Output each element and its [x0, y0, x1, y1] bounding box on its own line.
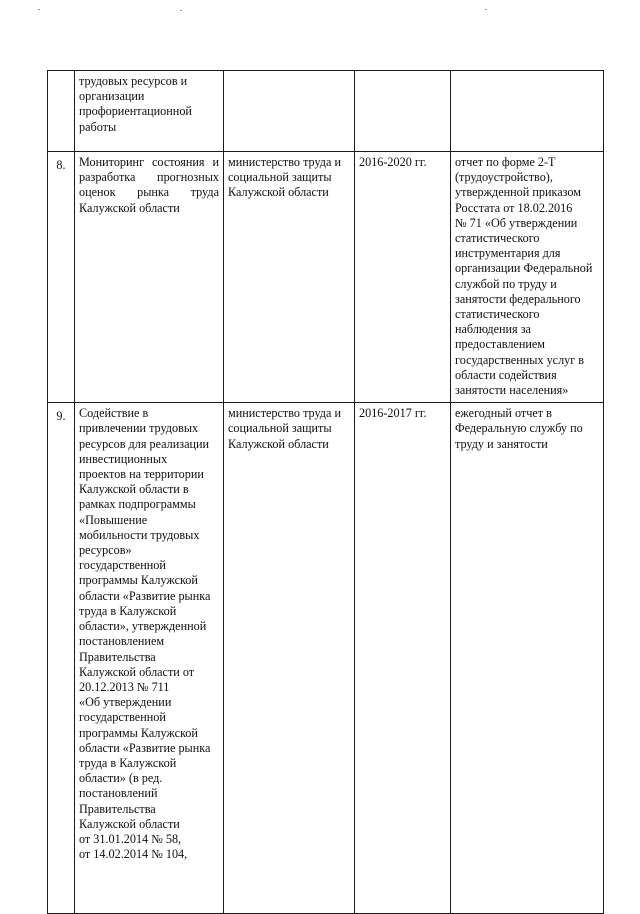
period-cell: 2016-2020 гг. [355, 152, 451, 403]
period-cell [355, 71, 451, 152]
table-row [48, 71, 604, 152]
scan-speck [38, 9, 40, 10]
report-cell [451, 71, 604, 152]
table-row [48, 403, 604, 914]
row-number: 8. [48, 152, 75, 403]
executor-cell [224, 71, 355, 152]
event-cell: трудовых ресурсов и организации профориентационной работы [75, 71, 224, 152]
period-cell: 2016-2017 гг. [355, 403, 451, 914]
row-number: 9. [48, 403, 75, 914]
activities-table [47, 70, 604, 914]
report-cell: ежегодный отчет в Федеральную службу по труду и занятости [451, 403, 604, 914]
executor-cell: министерство труда и социальной защиты Калужской области [224, 403, 355, 914]
scan-speck [180, 10, 182, 11]
report-cell: отчет по форме 2-Т (трудоустройство), утвержденной приказом Росстата от 18.02.2016 № 71 «Об утверждении статистического инструментария для организации Федеральной службой по труду и занятости федерального статистического наблюдения за предоставлением государственных услуг в области содействия занятости населения» [451, 152, 604, 403]
event-cell: Содействие в привлечении трудовых ресурсов для реализации инвестиционных проектов на территории Калужской области в рамках подпрограммы «Повышение мобильности трудовых ресурсов» государственной программы Калужской области «Развитие рынка труда в Калужской области», утвержденной постановлением Правительства Калужской области от 20.12.2013 № 711 «Об утверждении государственной программы Калужской области «Развитие рынка труда в Калужской области» (в ред. постановлений Правительства Калужской области от 31.01.2014 № 58, от 14.02.2014 № 104, [75, 403, 224, 914]
executor-cell: министерство труда и социальной защиты Калужской области [224, 152, 355, 403]
event-cell: Мониторинг состояния и разработка прогнозных оценок рынка труда Калужской области [75, 152, 224, 403]
table-row [48, 152, 604, 403]
scan-speck [485, 9, 487, 10]
row-number [48, 71, 75, 152]
